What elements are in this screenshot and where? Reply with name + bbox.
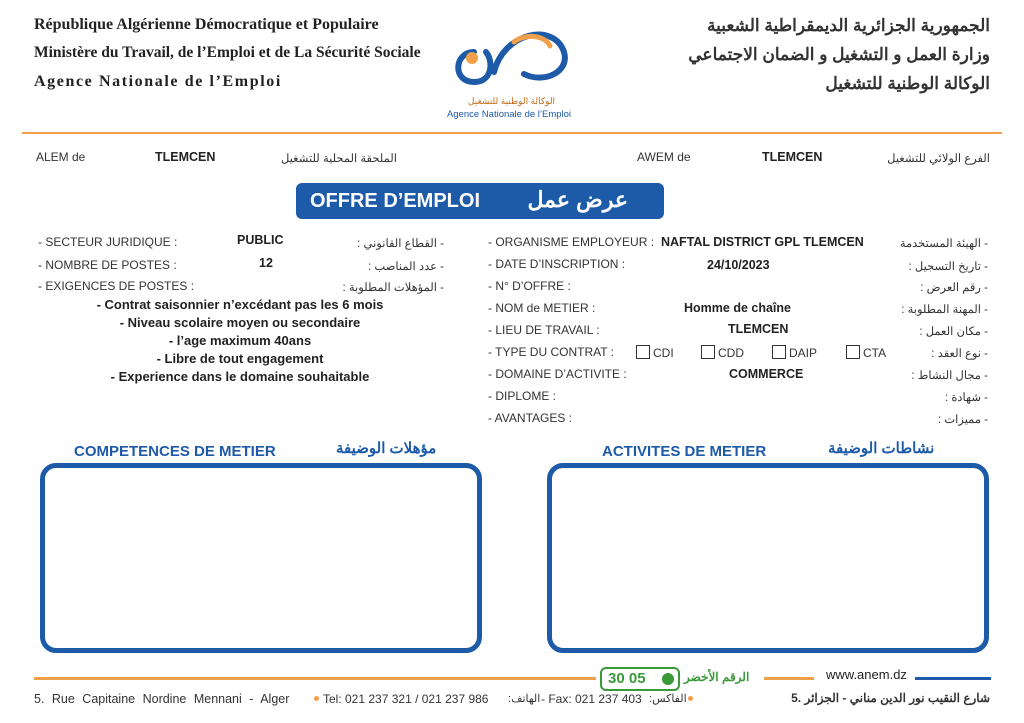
contrat-option-cdi[interactable]: CDI [636,345,674,360]
requirement-item: - Libre de tout engagement [156,351,324,366]
header-ar-line1: الجمهورية الجزائرية الديمقراطية الشعبية [707,16,990,35]
postes-ar: - عدد المناصب : [367,261,444,273]
footer-address-ar: شارع النقيب نور الدين مناني - الجزائر .5 [791,691,990,705]
header-ar-line2: وزارة العمل و التشغيل و الضمان الاجتماعي [688,45,990,64]
bullet-icon [688,696,693,701]
domaine-label: - DOMAINE D’ACTIVITE : [488,367,627,381]
green-number: 30 05 [608,670,646,687]
banner-ar: عرض عمل [527,187,628,212]
header-ar-line3: الوكالة الوطنية للتشغيل [825,74,990,93]
footer-divider-right [915,677,991,680]
requirements-list [60,297,420,387]
header-fr-line1: République Algérienne Démocratique et Populaire [34,16,379,33]
competences-box[interactable] [40,463,482,653]
metier-value: Homme de chaîne [684,301,791,315]
checkbox-daip[interactable] [772,345,786,359]
awem-ar-label: الفرع الولائي للتشغيل [887,153,990,165]
alem-value: TLEMCEN [155,150,216,164]
exigences-label: - EXIGENCES DE POSTES : [38,279,195,293]
competences-title: COMPETENCES DE METIER [74,443,276,460]
competences-title-ar: مؤهلات الوضيفة [336,440,437,457]
checkbox-cdi[interactable] [636,345,650,359]
activites-box[interactable] [547,463,989,653]
footer-divider-mid [764,677,814,680]
website-link[interactable]: www.anem.dz [826,667,907,682]
organisme-label: - ORGANISME EMPLOYEUR : [488,235,655,249]
phone-icon [662,673,674,685]
footer-tel-ar: :الهاتف [508,693,541,705]
footer-address-fr: 5. Rue Capitaine Nordine Mennani - Alger [34,692,290,706]
requirement-item: - Niveau scolaire moyen ou secondaire [119,315,361,330]
domaine-value: COMMERCE [729,367,804,381]
footer-divider-left [34,677,596,680]
metier-ar: - المهنة المطلوبة : [901,304,988,316]
postes-label: - NOMBRE DE POSTES : [38,258,177,272]
header-divider [22,132,1002,134]
activites-title-ar: نشاطات الوضيفة [828,440,935,457]
date-label: - DATE D’INSCRIPTION : [488,257,626,271]
contrat-ar: - نوع العقد : [931,348,988,360]
awem-label: AWEM de [637,150,691,164]
contrat-option-cta[interactable]: CTA [846,345,886,360]
exigences-ar: - المؤهلات المطلوبة : [342,282,444,294]
awem-value: TLEMCEN [762,150,823,164]
anem-logo-icon [444,12,584,92]
lieu-ar: - مكان العمل : [919,326,988,338]
offer-banner [296,183,664,219]
avantages-ar: - مميزات : [937,414,988,426]
secteur-label: - SECTEUR JURIDIQUE : [38,235,178,249]
logo-fr-text: Agence Nationale de l’Emploi [446,109,572,120]
bullet-icon [314,696,319,701]
lieu-value: TLEMCEN [728,322,789,336]
header-fr-line3: Agence Nationale de l’Emploi [34,73,282,90]
banner-fr: OFFRE D’EMPLOI [310,190,480,212]
header-fr-line2: Ministère du Travail, de l’Emploi et de La Sécurité Sociale [34,44,421,61]
requirement-item: - l’age maximum 40ans [168,333,312,348]
footer-fax: - Fax: 021 237 403 [541,692,642,706]
contrat-option-daip[interactable]: DAIP [772,345,817,360]
logo-ar-text: الوكالة الوطنية للتشغيل [467,96,556,106]
checkbox-cta[interactable] [846,345,860,359]
anem-logo [444,12,584,124]
avantages-label: - AVANTAGES : [488,411,573,425]
green-number-badge [600,667,680,691]
checkbox-cdd[interactable] [701,345,715,359]
requirement-item: - Contrat saisonnier n’excédant pas les 6 mois [96,297,384,312]
organisme-ar: - الهيئة المستخدمة [899,238,988,250]
lieu-label: - LIEU DE TRAVAIL : [488,323,600,337]
secteur-value: PUBLIC [237,233,284,247]
requirement-item: - Experience dans le domaine souhaitable [110,369,370,384]
alem-ar-label: الملحقة المحلية للتشغيل [281,153,397,165]
green-number-label: الرقم الأخضر [684,670,750,684]
secteur-ar: - القطاع القانوني : [357,238,444,250]
postes-value: 12 [259,256,273,270]
diplome-ar: - شهادة : [944,392,988,404]
footer-fax-ar: :الفاكس [649,693,687,705]
activites-title: ACTIVITES DE METIER [602,443,767,460]
date-value: 24/10/2023 [707,258,770,272]
contrat-label: - TYPE DU CONTRAT : [488,345,615,359]
domaine-ar: - مجال النشاط : [911,370,988,382]
contrat-option-cdd[interactable]: CDD [701,345,744,360]
numero-label: - N° D’OFFRE : [488,279,571,293]
date-ar: - تاريخ التسجيل : [908,261,988,273]
alem-label: ALEM de [36,150,86,164]
organisme-value: NAFTAL DISTRICT GPL TLEMCEN [661,235,864,249]
footer-tel: Tel: 021 237 321 / 021 237 986 [323,692,489,706]
diplome-label: - DIPLOME : [488,389,557,403]
numero-ar: - رقم العرض : [920,282,988,294]
metier-label: - NOM de METIER : [488,301,596,315]
